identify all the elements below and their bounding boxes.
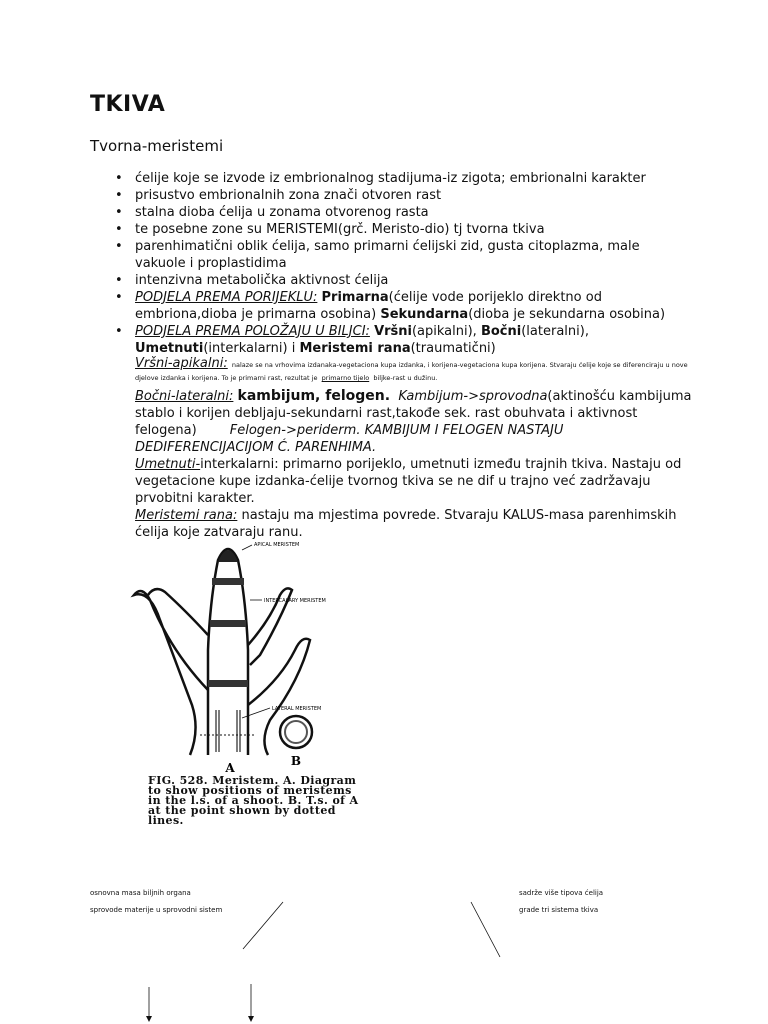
apical-paragraph	[135, 358, 695, 384]
lateral-paragraph	[135, 388, 695, 456]
figure-label-b: B	[290, 754, 302, 768]
term-intercalary-desc: (interkalarni) i	[203, 341, 296, 356]
apical-text-end: biljke-rast u dužinu.	[373, 374, 438, 382]
wound-paragraph	[135, 507, 695, 541]
term-wound-desc: (traumatični)	[410, 341, 496, 356]
list-item: • stalna dioba ćelija u zonama otvorenog rasta	[106, 204, 686, 221]
intercalary-text: interkalarni: primarno porijeklo, umetnuti između trajnih tkiva. Nastaju od vegetacione kupe izdanka-ćelije tvornog tkiva se ne dif u trajno već zadržavaju prvobitni karakter.	[135, 457, 682, 506]
term-intercalary: Umetnuti	[135, 341, 204, 356]
origin-label: PODJELA PREMA PORIJEKLU:	[135, 290, 318, 305]
footer-left-2: sprovode materije u sprovodni sistem	[90, 906, 223, 914]
down-arrow-icon	[146, 1016, 152, 1022]
term-apical-desc: (apikalni),	[411, 324, 477, 339]
term-lateral: Bočni	[480, 324, 522, 339]
intercalary-band	[210, 620, 246, 627]
lateral-meristem-strips	[216, 710, 240, 752]
lateral-bold: kambijum, felogen.	[237, 388, 391, 404]
meristem-bullet-list	[106, 170, 686, 357]
lateral-meristem-label: LATERAL MERISTEM	[272, 706, 322, 712]
meristem-diagram	[130, 540, 370, 775]
diagonal-connector	[243, 902, 283, 949]
list-item: • parenhimatični oblik ćelija, samo primarni ćelijski zid, gusta citoplazma, male vakuole i proplastidima	[106, 238, 686, 272]
lateral-label: Bočni-lateralni:	[135, 389, 234, 404]
intercalary-label: Umetnuti-	[135, 457, 201, 472]
apical-meristem-tip	[218, 550, 238, 562]
primary-desc: (ćelije vode porijeklo direktno od embriona,dioba je primarna osobina)	[135, 290, 602, 322]
primary-term: Primarna	[321, 290, 389, 305]
lateral-cambium-desc: (aktinošću kambijuma stablo i korijen debljaju-sekundarni rast,takođe sek. rast obuhvata i aktivnost felogena)	[135, 389, 692, 438]
apical-meristem-label: APICAL MERISTEM	[254, 542, 300, 548]
intercalary-paragraph	[135, 456, 695, 507]
down-arrow-icon	[248, 1016, 254, 1022]
list-item: • prisustvo embrionalnih zona znači otvoren rast	[106, 187, 686, 204]
list-item-position	[106, 323, 686, 357]
lateral-phellogen: Felogen->periderm. KAMBIJUM I FELOGEN NASTAJU DEDIFERENCIJACIJOM Ć. PARENHIMA.	[135, 423, 564, 455]
apical-underlined: primarno tijelo	[321, 374, 370, 382]
meristem-descriptions	[135, 358, 695, 541]
diagonal-connector	[471, 902, 500, 957]
intercalary-band	[208, 680, 248, 687]
apical-text: nalaze se na vrhovima izdanaka-vegetaciona kupa izdanka, i korijena-vegetaciona kupa korijena. Stvaraju ćelije koje se diferenciraju u nove djelove izdanka i korijena. To je primarni rast, rezultat je	[135, 361, 688, 382]
intercalary-meristem-label: INTERCALARY MERISTEM	[264, 598, 326, 604]
term-wound: Meristemi rana	[299, 341, 411, 356]
intercalary-band	[212, 578, 244, 585]
footer-right-2: grade tri sistema tkiva	[519, 906, 599, 914]
term-apical: Vršni	[374, 324, 412, 339]
list-item: • te posebne zone su MERISTEMI(grč. Meristo-dio) tj tvorna tkiva	[106, 221, 686, 238]
secondary-desc: (dioba je sekundarna osobina)	[468, 307, 666, 322]
footer-right-1: sadrže više tipova ćelija	[519, 889, 604, 897]
connector-lines	[0, 890, 768, 1024]
wound-text: nastaju ma mjestima povrede. Stvaraju KALUS-masa parenhimskih ćelija koje zatvaraju ranu.	[135, 508, 677, 540]
list-item-origin	[106, 289, 686, 323]
figure-caption: FIG. 528. Meristem. A. Diagram to show positions of meristems in the l.s. of a shoot. B. T.s. of A at the point shown by dotted lines.	[148, 774, 359, 827]
list-item: • ćelije koje se izvode iz embrionalnog stadijuma-iz zigota; embrionalni karakter	[106, 170, 686, 187]
page-subtitle: Tvorna-meristemi	[90, 137, 224, 155]
secondary-term: Sekundarna	[380, 307, 469, 322]
list-item: • intenzivna metabolička aktivnost ćelija	[106, 272, 686, 289]
term-lateral-desc: (lateralni),	[521, 324, 589, 339]
footer-left-1: osnovna masa biljnih organa	[90, 889, 191, 897]
page-title: TKIVA	[90, 92, 166, 117]
wound-label: Meristemi rana:	[135, 508, 238, 523]
cross-section-inner-ring	[285, 721, 307, 743]
apical-label: Vršni-apikalni:	[135, 356, 228, 371]
figure-label-a: A	[225, 761, 235, 775]
position-label: PODJELA PREMA POLOŽAJU U BILJCI:	[135, 324, 370, 339]
lateral-cambium: Kambijum->sprovodna	[398, 389, 548, 404]
